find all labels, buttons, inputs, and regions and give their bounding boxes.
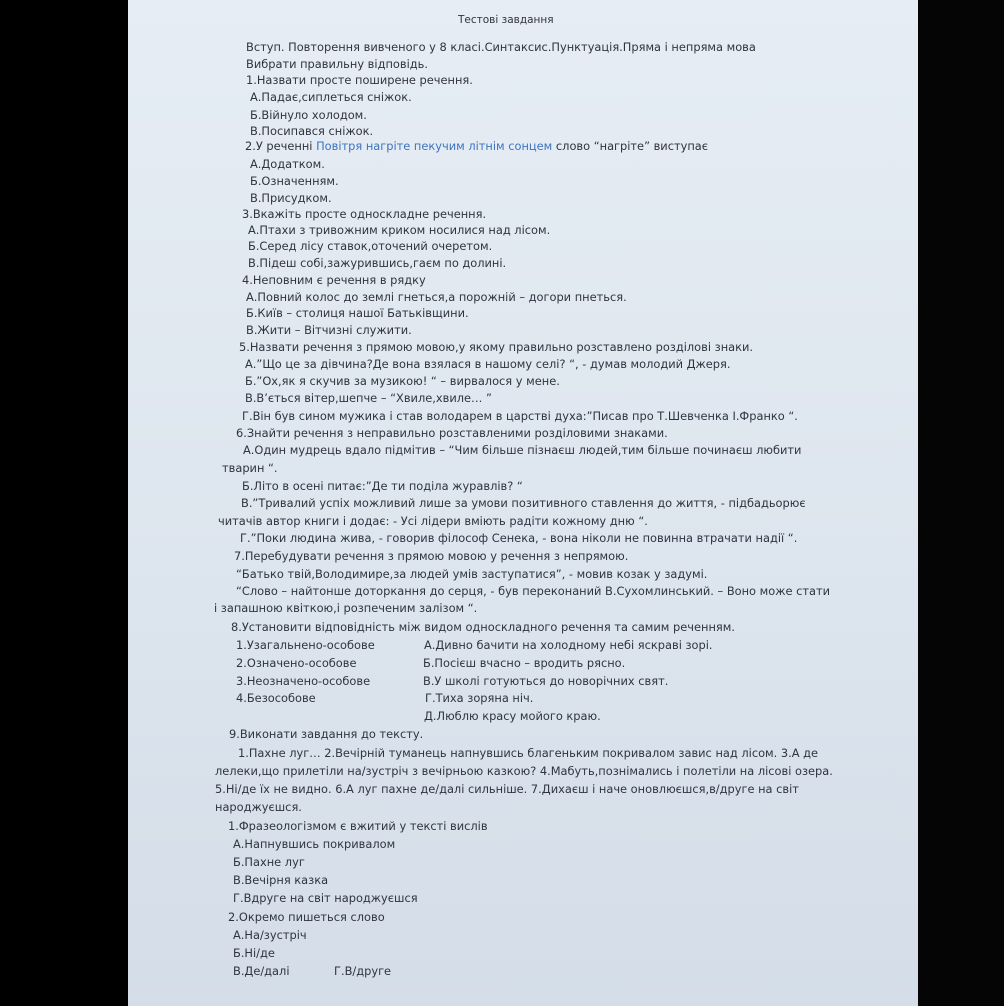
option-line: Г.”Поки людина жива, - говорив філософ Сенека, - вона ніколи не повинна втрачати надії “. — [240, 531, 798, 545]
option-line: А.Один мудрець вдало підмітив – “Чим більше пізнаєш людей,тим більше починаєш любити — [243, 443, 802, 457]
option: Г.В/друге — [334, 964, 392, 978]
text-line: 5.Ні/де їх не видно. 6.А луг пахне де/далі сильніше. 7.Дихаєш і наче оновлюєшся,в/друге на світ — [215, 782, 799, 796]
option: В.Де/далі — [233, 964, 290, 978]
option: В.Присудком. — [250, 191, 332, 205]
text-line: 1.Пахне луг… 2.Вечірній туманець напнувшись благеньким покривалом завис над лісом. 3.А де — [238, 746, 819, 760]
subquestion-2: 2.Окремо пишеться слово — [228, 910, 385, 924]
option-line: читачів автор книги і додає: - Усі лідери вміють радіти кожному дню “. — [218, 514, 648, 528]
option: Б.”Ох,як я скучив за музикою! “ – вирвалося у мене. — [245, 374, 560, 388]
option: А.Напнувшись покривалом — [233, 837, 396, 851]
option-line: Б.Літо в осені питає:”Де ти поділа журавлів? “ — [242, 479, 523, 493]
text-line: лелеки,що прилетіли на/зустріч з вечірньою казкою? 4.Мабуть,познімались і полетіли на лісові озера. — [215, 764, 833, 778]
option: А.Додатком. — [250, 157, 325, 171]
question-9: 9.Виконати завдання до тексту. — [229, 727, 424, 741]
intro-line: Вибрати правильну відповідь. — [246, 57, 428, 71]
question-2 — [245, 139, 708, 153]
option: В.Жити – Вітчизні служити. — [246, 323, 412, 337]
match-left: 3.Неозначено-особове — [236, 674, 371, 688]
match-left: 4.Безособове — [236, 691, 316, 705]
question-6: 6.Знайти речення з неправильно розставленими розділовими знаками. — [236, 426, 668, 440]
option: В.Посипався сніжок. — [250, 124, 374, 138]
match-right: Г.Тиха зоряна ніч. — [425, 691, 534, 705]
match-right: В.У школі готуються до новорічних свят. — [423, 674, 669, 688]
option-line: тварин “. — [222, 461, 278, 475]
match-right: Б.Посієш вчасно – вродить рясно. — [423, 656, 626, 670]
text-line: народжуєшся. — [215, 800, 302, 814]
question-4: 4.Неповним є речення в рядку — [242, 273, 426, 287]
option: Г.Він був сином мужика і став володарем в царстві духа:”Писав про Т.Шевченка І.Франко “. — [242, 409, 798, 423]
option: Б.Ні/де — [233, 946, 275, 960]
option: В.Вечірня казка — [233, 873, 329, 887]
option: Б.Серед лісу ставок,оточений очеретом. — [248, 239, 493, 253]
match-left: 2.Означено-особове — [236, 656, 357, 670]
option: Б.Пахне луг — [233, 855, 305, 869]
sentence-line: “Слово – найтонше доторкання до серця, - був переконаний В.Сухомлинський. – Воно може стати — [236, 584, 831, 598]
option: В.Підеш собі,зажурившись,гаєм по долині. — [248, 256, 507, 270]
page-title: Тестові завдання — [458, 14, 554, 26]
question-2-prefix: 2.У реченні — [245, 139, 317, 153]
option: В.В’ється вітер,шепче – “Хвиле,хвиле… ” — [245, 391, 492, 405]
worksheet-page — [128, 0, 918, 1006]
background-shadow — [918, 0, 1004, 1006]
option: Б.Означенням. — [250, 174, 339, 188]
option: Б.Київ – столиця нашої Батьківщини. — [246, 306, 469, 320]
question-5: 5.Назвати речення з прямою мовою,у якому правильно розставлено розділові знаки. — [239, 340, 754, 354]
option: А.На/зустріч — [233, 928, 307, 942]
question-2-suffix: слово “нагріте” виступає — [552, 139, 709, 153]
option: А.Падає,сиплеться сніжок. — [250, 90, 412, 104]
option: Б.Війнуло холодом. — [250, 108, 367, 122]
match-right: Д.Люблю красу мойого краю. — [424, 709, 601, 723]
option: Г.Вдруге на світ народжуєшся — [233, 891, 418, 905]
question-1: 1.Назвати просте поширене речення. — [246, 73, 473, 87]
question-8: 8.Установити відповідність між видом односкладного речення та самим реченням. — [231, 620, 735, 634]
intro-line: Вступ. Повторення вивченого у 8 класі.Синтаксис.Пунктуація.Пряма і непряма мова — [246, 40, 756, 54]
match-right: А.Дивно бачити на холодному небі яскраві зорі. — [424, 638, 713, 652]
option: А.Повний колос до землі гнеться,а порожній – догори пнеться. — [246, 290, 627, 304]
question-7: 7.Перебудувати речення з прямою мовою у речення з непрямою. — [234, 549, 629, 563]
question-3: 3.Вкажіть просте односкладне речення. — [242, 207, 487, 221]
sentence-line: і запашною квіткою,і розпеченим залізом “. — [214, 601, 478, 615]
match-left: 1.Узагальнено-особове — [236, 638, 375, 652]
option-line: В.”Тривалий успіх можливий лише за умови позитивного ставлення до життя, - підбадьорює — [241, 496, 806, 510]
subquestion-1: 1.Фразеологізмом є вжитий у тексті вислів — [228, 819, 488, 833]
sentence-line: “Батько твій,Володимире,за людей умів заступатися”, - мовив козак у задумі. — [236, 567, 708, 581]
option: А.”Що це за дівчина?Де вона взялася в нашому селі? “, - думав молодий Джеря. — [245, 357, 731, 371]
option: А.Птахи з тривожним криком носилися над лісом. — [248, 223, 551, 237]
question-2-highlight: Повітря нагріте пекучим літнім сонцем — [316, 139, 553, 153]
